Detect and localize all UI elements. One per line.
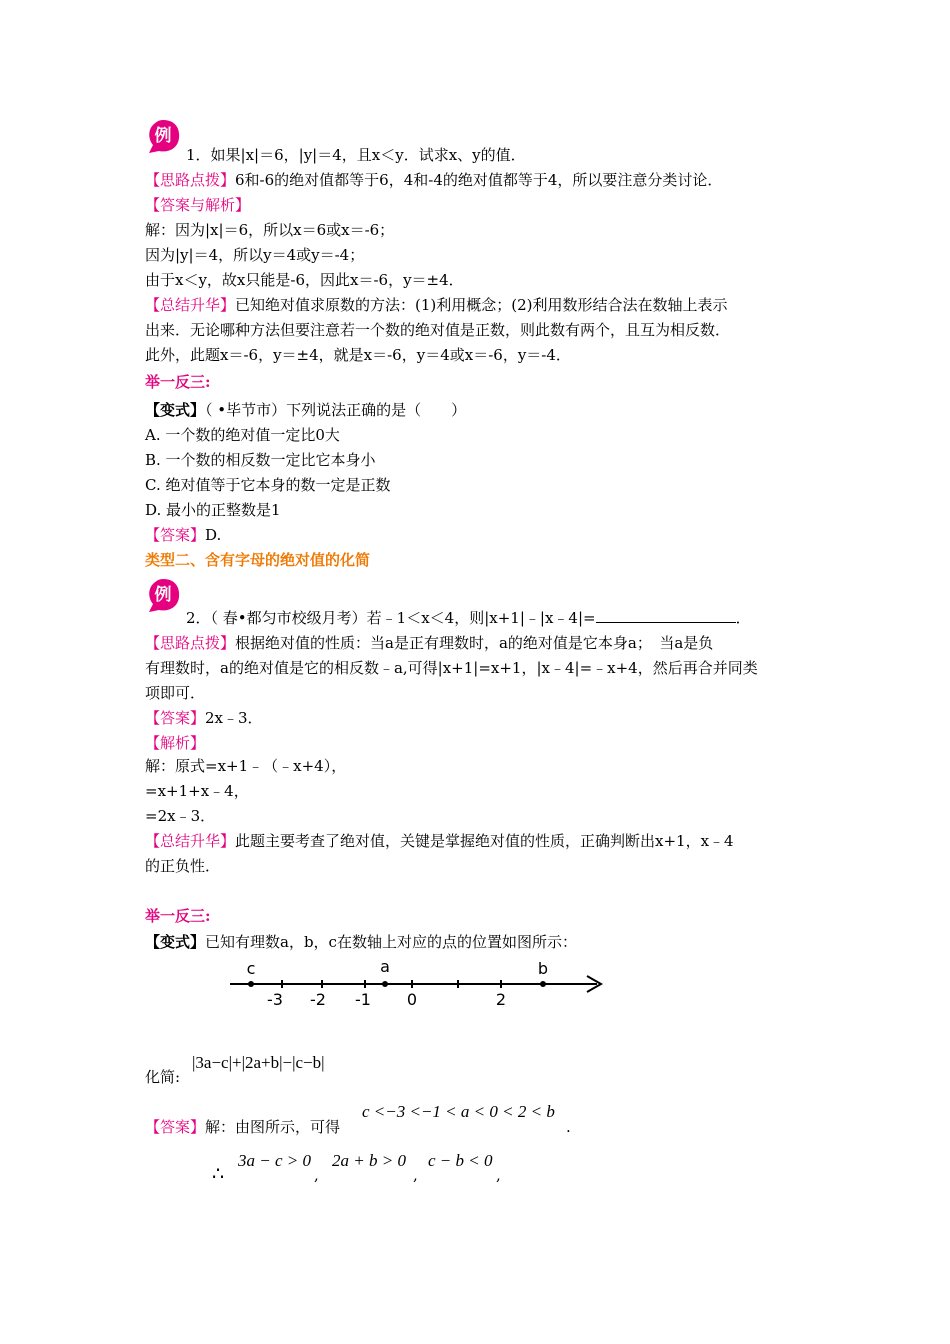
answer-tag: 【答案】 bbox=[145, 709, 206, 727]
example2-summary-line: 的正负性． bbox=[145, 857, 221, 875]
simplify-expression: |3a−c|+|2a+b|−|c−b| bbox=[192, 1053, 325, 1072]
tick-label: 2 bbox=[495, 990, 507, 1009]
practice-heading: 举一反三: bbox=[145, 373, 211, 391]
answer-blank bbox=[596, 608, 736, 623]
answer-text: 解：由图所示，可得 bbox=[205, 1118, 341, 1136]
hint-text: 6和-6的绝对值都等于6，4和-4的绝对值都等于4，所以要注意分类讨论． bbox=[235, 171, 723, 189]
hint-tag: 【思路点拨】 bbox=[145, 634, 236, 652]
example1-solution-line: 解：因为|x|＝6，所以x＝6或x＝-6； bbox=[145, 221, 395, 239]
simplify-label: 化简: bbox=[145, 1068, 181, 1086]
example2-solution-line: =2x﹣3． bbox=[145, 807, 216, 825]
example2-solution-line: =x+1+x﹣4， bbox=[145, 782, 249, 800]
comma: , bbox=[496, 1166, 501, 1184]
option-a: A. 一个数的绝对值一定比0大 bbox=[145, 426, 340, 444]
example2-answer bbox=[145, 708, 263, 728]
answer-period: . bbox=[566, 1118, 571, 1136]
comma: , bbox=[413, 1166, 418, 1184]
condition-1: 3a − c > 0 bbox=[238, 1151, 311, 1170]
summary-text: 已知绝对值求原数的方法：(1)利用概念；(2)利用数形结合法在数轴上表示 bbox=[235, 296, 728, 314]
section-heading-type2: 类型二、含有字母的绝对值的化简 bbox=[145, 551, 371, 569]
example-badge-icon bbox=[145, 577, 181, 613]
example1-hint bbox=[145, 170, 722, 190]
example2-hint-line: 项即可． bbox=[145, 684, 206, 702]
tick-label: 0 bbox=[406, 990, 418, 1009]
question-end: ． bbox=[735, 609, 751, 627]
variant-text: 已知有理数a，b，c在数轴上对应的点的位置如图所示： bbox=[205, 933, 577, 951]
variant1-question bbox=[145, 400, 466, 420]
example1-summary-line: 此外，此题x＝-6，y＝±4，就是x＝-6，y＝4或x＝-6，y＝-4． bbox=[145, 346, 571, 364]
variant1-answer bbox=[145, 525, 221, 545]
variant2-answer bbox=[145, 1117, 340, 1137]
tick-label: -2 bbox=[310, 990, 326, 1009]
point-label-c: c bbox=[246, 959, 256, 978]
example1-summary-line: 出来．无论哪种方法但要注意若一个数的绝对值是正数，则此数有两个，且互为相反数． bbox=[145, 321, 731, 339]
therefore-symbol: ∴ bbox=[212, 1164, 225, 1185]
example-badge-icon bbox=[145, 118, 181, 154]
example1-solution-line: 由于x＜y，故x只能是-6，因此x＝-6，y＝±4． bbox=[145, 271, 464, 289]
tick-label: -1 bbox=[355, 990, 371, 1009]
variant-tag: 【变式】 bbox=[145, 401, 206, 419]
example2-hint bbox=[145, 633, 713, 653]
hint-tag: 【思路点拨】 bbox=[145, 171, 236, 189]
variant-tag: 【变式】 bbox=[145, 933, 206, 951]
practice-heading: 举一反三: bbox=[145, 907, 211, 925]
option-c: C. 绝对值等于它本身的数一定是正数 bbox=[145, 476, 391, 494]
example2-question bbox=[186, 608, 751, 628]
summary-text: 此题主要考查了绝对值，关键是掌握绝对值的性质，正确判断出x+1，x﹣4 bbox=[235, 832, 734, 850]
condition-3: c − b < 0 bbox=[428, 1151, 493, 1170]
point-label-b: b bbox=[537, 959, 549, 978]
answer-tag: 【答案】 bbox=[145, 1118, 206, 1136]
example1-solution-line: 因为|y|＝4，所以y＝4或y＝-4； bbox=[145, 246, 365, 264]
variant-text: （ •毕节市）下列说法正确的是（ ） bbox=[205, 401, 467, 419]
example2-summary bbox=[145, 831, 734, 851]
answer-text: D. bbox=[205, 526, 222, 544]
point-a bbox=[382, 981, 388, 987]
example2-solution-line: 解：原式=x+1﹣（﹣x+4）， bbox=[145, 757, 347, 775]
number-line-figure bbox=[225, 955, 610, 1015]
answer-text: 2x﹣3． bbox=[205, 709, 263, 727]
point-label-a: a bbox=[380, 957, 390, 976]
hint-text: 根据绝对值的性质：当a是正有理数时，a的绝对值是它本身a； 当a是负 bbox=[235, 634, 714, 652]
variant2-question bbox=[145, 932, 577, 952]
question-text: 2．（ 春•都匀市校级月考）若﹣1＜x＜4，则|x+1|﹣|x﹣4|= bbox=[186, 609, 596, 627]
point-b bbox=[540, 981, 546, 987]
example1-question: 1．如果|x|＝6，|y|＝4，且x＜y．试求x、y的值． bbox=[186, 146, 526, 164]
example1-summary bbox=[145, 295, 728, 315]
condition-2: 2a + b > 0 bbox=[332, 1151, 406, 1170]
tick-label: -3 bbox=[267, 990, 283, 1009]
option-d: D. 最小的正整数是1 bbox=[145, 501, 281, 519]
badge-glyph: 例 bbox=[154, 126, 172, 146]
point-c bbox=[248, 981, 254, 987]
inequality-chain: c <−3 <−1 < a < 0 < 2 < b bbox=[362, 1102, 555, 1121]
summary-tag: 【总结升华】 bbox=[145, 296, 236, 314]
summary-tag: 【总结升华】 bbox=[145, 832, 236, 850]
example2-analysis-tag: 【解析】 bbox=[145, 734, 206, 752]
answer-tag: 【答案】 bbox=[145, 526, 206, 544]
option-b: B. 一个数的相反数一定比它本身小 bbox=[145, 451, 376, 469]
badge-glyph: 例 bbox=[154, 585, 172, 605]
comma: , bbox=[314, 1166, 319, 1184]
example2-hint-line: 有理数时，a的绝对值是它的相反数﹣a,可得|x+1|=x+1，|x﹣4|=﹣x+4，然后再合并同类 bbox=[145, 659, 758, 677]
example1-answer-tag: 【答案与解析】 bbox=[145, 196, 251, 214]
